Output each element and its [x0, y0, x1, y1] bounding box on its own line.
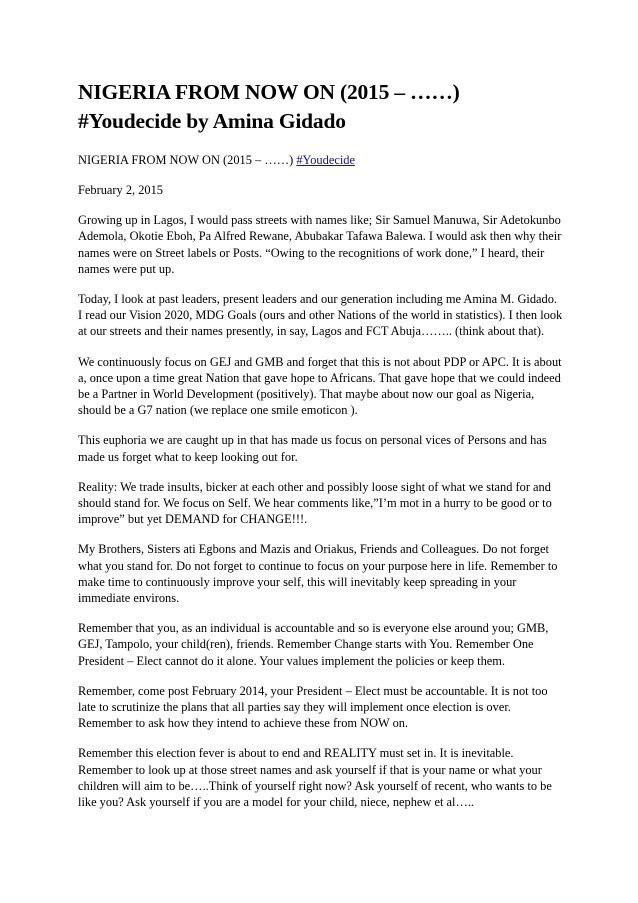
subtitle-line	[78, 152, 564, 168]
paragraph-6: My Brothers, Sisters ati Egbons and Mazis and Oriakus, Friends and Colleagues. Do not forget what you stand for. Do not forget to continue to focus on your purpose here in life. Remember to make time to continuously improve your self, this will inevitably keep spreading in your immediate environs.	[78, 542, 558, 606]
paragraph-8: Remember, come post February 2014, your President – Elect must be accountable. It is not too late to scrutinize the plans that all parties say they will implement once election is over. Remember to ask how they intend to achieve these from NOW on.	[78, 683, 548, 731]
paragraph-3: We continuously focus on GEJ and GMB and forget that this is not about PDP or APC. It is about a, once upon a time great Nation that gave hope to Africans. That gave hope that we could indeed be a Partner in World Development (positively). That maybe about now our goal as Nigeria, should be a G7 nation (we replace one smile emoticon ).	[78, 354, 562, 418]
paragraph-7: Remember that you, as an individual is accountable and so is everyone else around you; GMB, GEJ, Tampolo, your child(ren), friends. Remember Change starts with You. Remember One President – Elect cannot do it alone. Your values implement the policies or keep them.	[78, 621, 549, 668]
paragraph-5: Reality: We trade insults, bicker at each other and possibly loose sight of what we stand for and should stand for. We focus on Self. We hear comments like,”I’m mot in a hurry to be good or to improve” but yet DEMAND for CHANGE!!!.	[78, 479, 552, 527]
subtitle-text: NIGERIA FROM NOW ON (2015 – ……)	[78, 153, 297, 167]
document-page	[78, 78, 564, 810]
page-title	[78, 78, 564, 136]
paragraph-1: Growing up in Lagos, I would pass streets with names like; Sir Samuel Manuwa, Sir Adetokunbo Ademola, Okotie Eboh, Pa Alfred Rewane, Abubakar Tafawa Balewa. I would ask then why their names were on Street labels or Posts. “Owing to the recognitions of work done,” I heard, their names were put up.	[78, 213, 562, 276]
youdecide-link[interactable]: #Youdecide	[296, 153, 355, 167]
paragraph-2: Today, I look at past leaders, present leaders and our generation including me Amina M. Gidado. I read our Vision 2020, MDG Goals (ours and other Nations of the world in statistics). I then look at our streets and their names presently, in say, Lagos and FCT Abuja…….. (think about that).	[78, 292, 563, 339]
title-line-2: #Youdecide by Amina Gidado	[78, 109, 346, 133]
paragraph-4: This euphoria we are caught up in that has made us focus on personal vices of Persons and has made us forget what to keep looking out for.	[78, 433, 547, 464]
paragraph-9: Remember this election fever is about to end and REALITY must set in. It is inevitable. Remember to look up at those street names and ask yourself if that is your name or what your children will aim to be…..Think of yourself right now? Ask yourself of recent, who wants to be like you? Ask yourself if you are a model for your child, niece, nephew et al…..	[78, 746, 552, 810]
post-date: February 2, 2015	[78, 183, 163, 197]
title-line-1: NIGERIA FROM NOW ON (2015 – ……)	[78, 80, 460, 104]
